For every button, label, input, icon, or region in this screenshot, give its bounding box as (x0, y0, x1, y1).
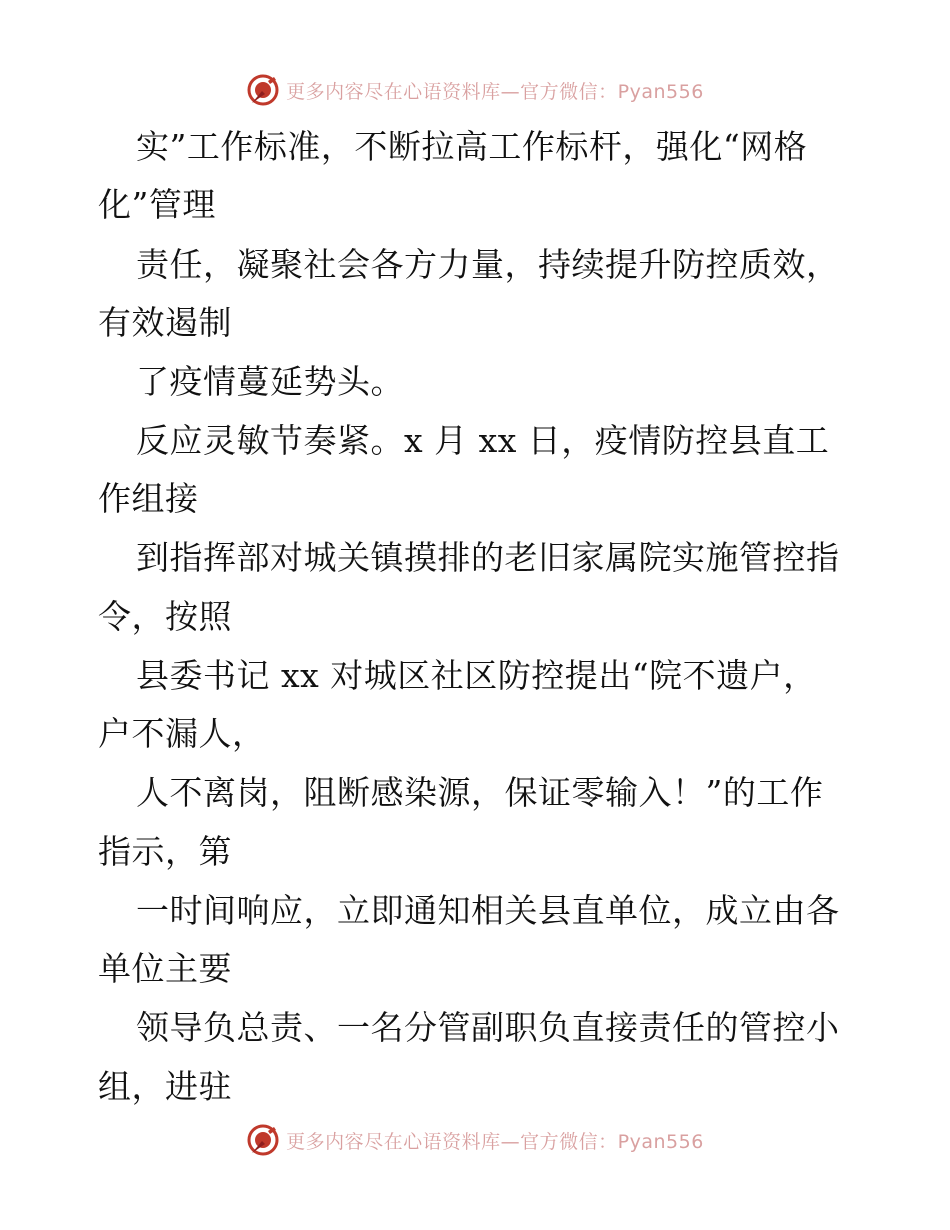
body-line: 作组接 (98, 479, 199, 518)
body-line: 一时间响应，立即通知相关县直单位，成立由各 (136, 891, 840, 930)
header-banner (0, 70, 950, 110)
logo-icon (246, 73, 280, 107)
body-line: 人不离岗，阻断感染源，保证零输入！”的工作 (136, 773, 824, 812)
body-line: 户不漏人， (98, 714, 266, 753)
body-line: 反应灵敏节奏紧。x 月 xx 日，疫情防控县直工 (136, 421, 830, 460)
body-line: 实”工作标准，不断拉高工作标杆，强化“网格 (136, 127, 808, 166)
footer-banner-text: 更多内容尽在心语资料库—官方微信：Pyan556 (286, 1130, 704, 1153)
body-line: 领导负总责、一名分管副职负直接责任的管控小 (136, 1008, 840, 1047)
body-line: 单位主要 (98, 949, 232, 988)
body-line: 化”管理 (98, 185, 216, 224)
body-line: 令，按照 (98, 597, 232, 636)
logo-icon (246, 1123, 280, 1157)
body-line: 到指挥部对城关镇摸排的老旧家属院实施管控指 (136, 538, 840, 577)
body-line: 了疫情蔓延势头。 (136, 362, 404, 401)
footer-banner (0, 1120, 950, 1160)
body-line: 指示，第 (98, 832, 232, 871)
body-line: 有效遏制 (98, 303, 232, 342)
header-banner-text: 更多内容尽在心语资料库—官方微信：Pyan556 (286, 80, 704, 103)
body-line: 组，进驻 (98, 1067, 232, 1106)
body-line: 责任，凝聚社会各方力量，持续提升防控质效， (136, 245, 840, 284)
body-line: 县委书记 xx 对城区社区防控提出“院不遗户， (136, 656, 817, 695)
